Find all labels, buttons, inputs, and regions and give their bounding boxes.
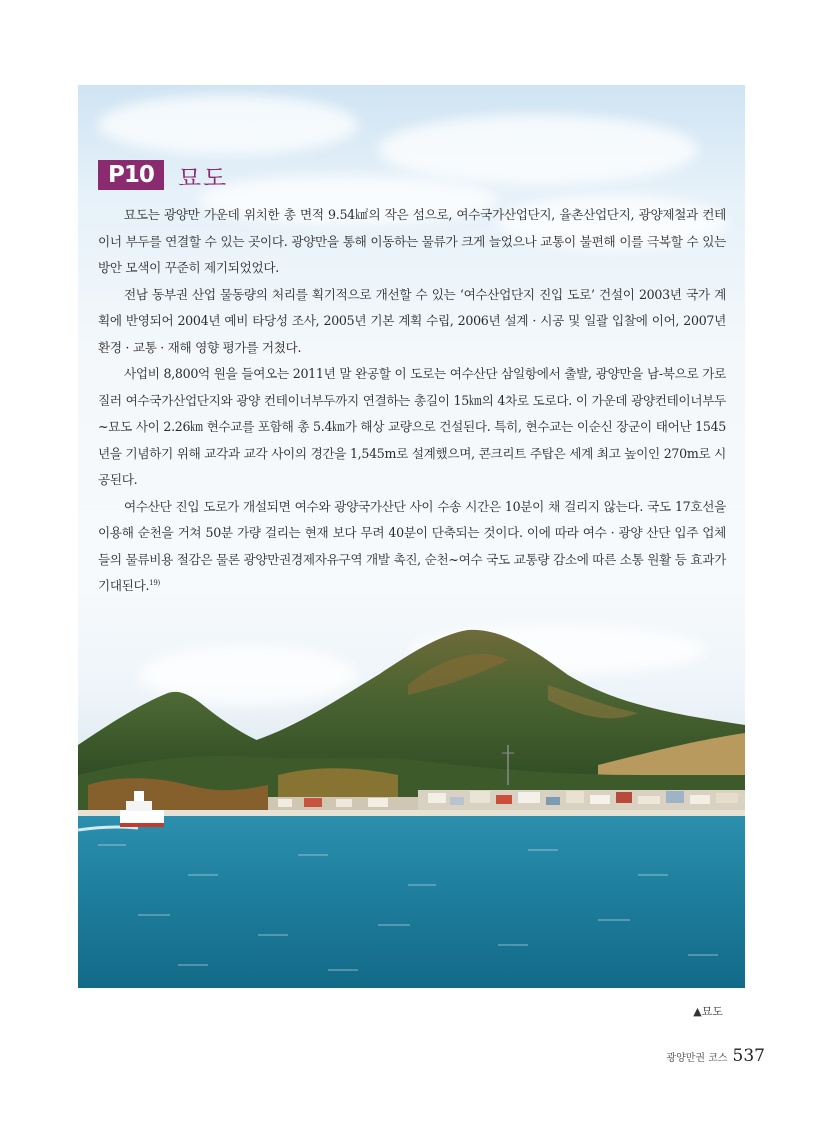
footnote-mark: 19) xyxy=(149,578,160,587)
body-text xyxy=(98,202,726,600)
paragraph-text: 여수산단 진입 도로가 개설되면 여수와 광양국가산단 사이 수송 시간은 10분이 채 걸리지 않는다. 국도 17호선을 이용해 순천을 거쳐 50분 가량 걸리는 현재 보다 무려 40분이 단축되는 것이다. 이에 따라 여수 · 광양 산단 입주 업체들의 물류비용 절감은 물론 광양만권경제자유구역 개발 촉진, 순천~여수 국도 교통량 감소에 따른 소통 원활 등 효과가 기대된다. xyxy=(98,498,726,593)
photo-caption: ▲묘도 xyxy=(693,1005,723,1018)
paragraph xyxy=(98,494,726,600)
section-code-badge: P10 xyxy=(98,160,164,190)
paragraph: 사업비 8,800억 원을 들여오는 2011년 말 완공할 이 도로는 여수산단 삼일항에서 출발, 광양만을 남-북으로 가로 질러 여수국가산업단지와 광양 컨테이너부두까지 연결하는 총길이 15㎞의 4차로 도로다. 이 가운데 광양컨테이너부두~묘도 사이 2.26㎞ 현수교를 포함해 총 5.4㎞가 해상 교량으로 건설된다. 특히, 현수교는 이순신 장군이 태어난 1545년을 기념하기 위해 교각과 교각 사이의 경간을 1,545m로 설계했으며, 콘크리트 주탑은 세계 최고 높이인 270m로 시공된다. xyxy=(98,366,726,487)
page-number: 537 xyxy=(732,1046,765,1066)
section-header xyxy=(98,158,228,192)
section-title: 묘도 xyxy=(177,163,229,192)
footer-course-name: 광양만권 코스 xyxy=(666,1053,728,1064)
paragraph: 묘도는 광양만 가운데 위치한 총 면적 9.54㎢의 작은 섬으로, 여수국가산업단지, 율촌산업단지, 광양제철과 컨테이너 부두를 연결할 수 있는 곳이다. 광양만을 통해 이동하는 물류가 크게 늘었으나 교통이 불편해 이를 극복할 수 있는 방안 모색이 꾸준히 제기되었었다. xyxy=(98,207,726,275)
paragraph: 전남 동부권 산업 물동량의 처리를 획기적으로 개선할 수 있는 ‘여수산업단지 진입 도로’ 건설이 2003년 국가 계획에 반영되어 2004년 예비 타당성 조사, 2005년 기본 계획 수립, 2006년 설계 · 시공 및 일괄 입찰에 이어, 2007년 환경 · 교통 · 재해 영향 평가를 거쳤다. xyxy=(98,286,726,355)
page-footer xyxy=(666,1046,765,1066)
